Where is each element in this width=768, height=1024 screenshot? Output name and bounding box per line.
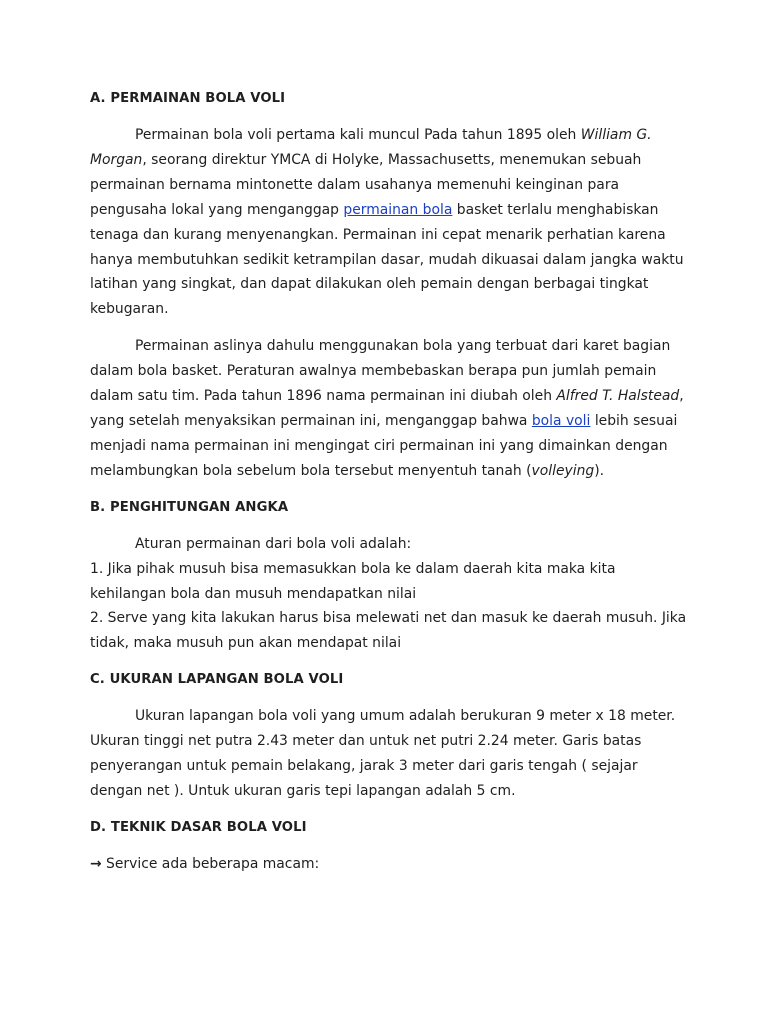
link-bola-voli[interactable]: bola voli (531, 412, 591, 429)
volleying-term: volleying (531, 462, 595, 479)
section-c-paragraph: Ukuran lapangan bola voli yang umum adalah berukuran 9 meter x 18 meter. Ukuran tinggi net putra 2.43 meter dan untuk net putri 2.24 meter. Garis batas penyerangan untuk pemain belakang, jarak 3 meter dari garis tengah ( sejajar dengan net ). Untuk ukuran garis tepi lapangan adalah 5 cm. (90, 708, 676, 799)
section-b-intro: Aturan permainan dari bola voli adalah: (135, 535, 412, 552)
section-d-heading: D. TEKNIK DASAR BOLA VOLI (90, 819, 307, 835)
renamer-name: Alfred T. Halstead (556, 388, 680, 405)
section-b-heading: B. PENGHITUNGAN ANGKA (90, 499, 289, 515)
link-permainan-bola[interactable]: permainan bola (343, 201, 453, 218)
rule-2: 2. Serve yang kita lakukan harus bisa melewati net dan masuk ke daerah musuh. Jika tidak, maka musuh pun akan mendapat nilai (90, 610, 687, 652)
section-a-paragraph-2: Permainan aslinya dahulu menggunakan bola yang terbuat dari karet bagian dalam bola basket. Peraturan awalnya membebaskan berapa pun jumlah pemain dalam satu tim. Pada tahun 1896 nama permainan ini diubah oleh Alfred T. Halstead, yang setelah menyaksikan permainan ini, menganggap bahwa bola voli lebih sesuai menjadi nama permainan ini mengingat ciri permainan ini yang dimainkan dengan melambungkan bola sebelum bola tersebut menyentuh tanah (volleying). (90, 338, 684, 479)
arrow-right-icon: → (90, 855, 102, 872)
section-c-heading: C. UKURAN LAPANGAN BOLA VOLI (90, 672, 344, 688)
rule-1: 1. Jika pihak musuh bisa memasukkan bola ke dalam daerah kita maka kita kehilangan bola dan musuh mendapatkan nilai (90, 560, 616, 602)
author-name: William G. Morgan (90, 127, 652, 168)
section-d-item: → Service ada beberapa macam: (90, 855, 320, 872)
section-a-heading: A. PERMAINAN BOLA VOLI (90, 91, 286, 106)
section-a-paragraph-1: Permainan bola voli pertama kali muncul Pada tahun 1895 oleh William G. Morgan, seorang direktur YMCA di Holyke, Massachusetts, menemukan sebuah permainan bernama mintonette dalam usahanya memenuhi keinginan para pengusaha lokal yang menganggap permainan bola basket terlalu menghabiskan tenaga dan kurang menyenangkan. Permainan ini cepat menarik perhatian karena hanya membutuhkan sedikit ketrampilan dasar, mudah dikuasai dalam jangka waktu latihan yang singkat, dan dapat dilakukan oleh pemain dengan berbagai tingkat kebugaran. (90, 127, 684, 318)
